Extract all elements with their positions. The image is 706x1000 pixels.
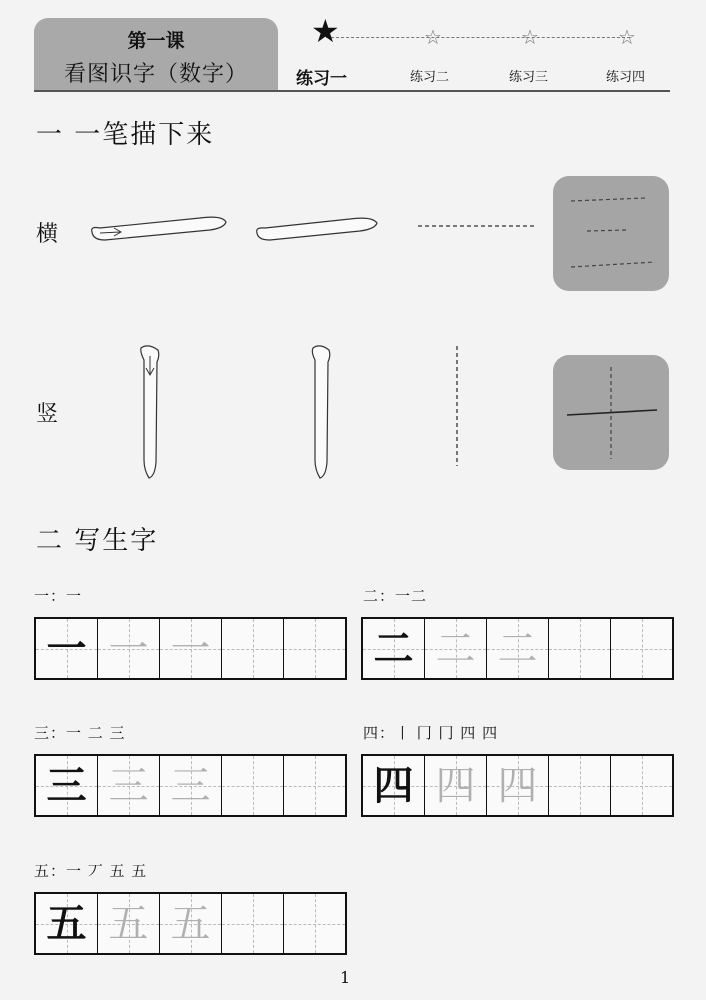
writing-grid-san [34,754,347,817]
grid-cell-trace: 二 [425,619,487,678]
heng-stroke-outline [257,218,377,240]
grid-cell-model: 二 [363,619,425,678]
grid-cell-empty [549,756,611,815]
grid-cell-trace: 三 [160,756,222,815]
exercise-2-label: 练习二 [410,70,450,85]
shu-practice-box [553,355,669,470]
shu-stroke-outline [312,346,329,478]
grid-cell-empty [284,756,345,815]
grid-cell-model: 五 [36,894,98,953]
grid-cell-empty [549,619,611,678]
grid-cell-model: 四 [363,756,425,815]
star-empty-icon: ☆ [521,25,539,49]
grid-cell-trace: 三 [98,756,160,815]
grid-cell-empty [222,756,284,815]
grid-cell-empty [611,756,672,815]
grid-cell-trace: 五 [160,894,222,953]
writing-grid-wu [34,892,347,955]
section-2-title: 二 写生字 [36,526,159,556]
star-empty-icon: ☆ [618,25,636,49]
exercise-4-label: 练习四 [606,70,646,85]
grid-cell-trace: 一 [160,619,222,678]
writing-grid-si [361,754,674,817]
heng-practice-box [553,176,669,291]
grid-cell-empty [222,619,284,678]
writing-grid-yi [34,617,347,680]
lesson-number: 第一课 [127,30,185,52]
grid-cell-trace: 五 [98,894,160,953]
char-label-wu: 五：一 丆 五 五 [34,862,148,880]
char-label-yi: 一：一 [34,587,83,605]
lesson-title: 看图识字（数字） [63,62,248,87]
grid-cell-empty [611,619,672,678]
star-empty-icon: ☆ [424,25,442,49]
exercise-1-label: 练习一 [296,69,347,89]
stroke-label-heng: 横 [36,222,59,247]
page-number: 1 [340,968,351,987]
grid-cell-model: 三 [36,756,98,815]
grid-cell-model: 一 [36,619,98,678]
char-label-san: 三：一 二 三 [34,724,126,742]
grid-cell-trace: 二 [487,619,549,678]
star-filled-icon: ★ [311,12,340,50]
grid-cell-trace: 四 [487,756,549,815]
grid-cell-empty [284,619,345,678]
exercise-3-label: 练习三 [509,70,549,85]
grid-cell-trace: 四 [425,756,487,815]
char-label-er: 二：一二 [363,587,428,605]
writing-grid-er [361,617,674,680]
heng-stroke-outline [92,217,226,240]
grid-cell-empty [284,894,345,953]
section-1-title: 一 一笔描下来 [36,120,215,150]
grid-cell-empty [222,894,284,953]
grid-cell-trace: 一 [98,619,160,678]
char-label-si: 四：丨 冂 冂 四 四 [363,724,499,742]
stroke-label-shu: 竖 [36,402,59,427]
